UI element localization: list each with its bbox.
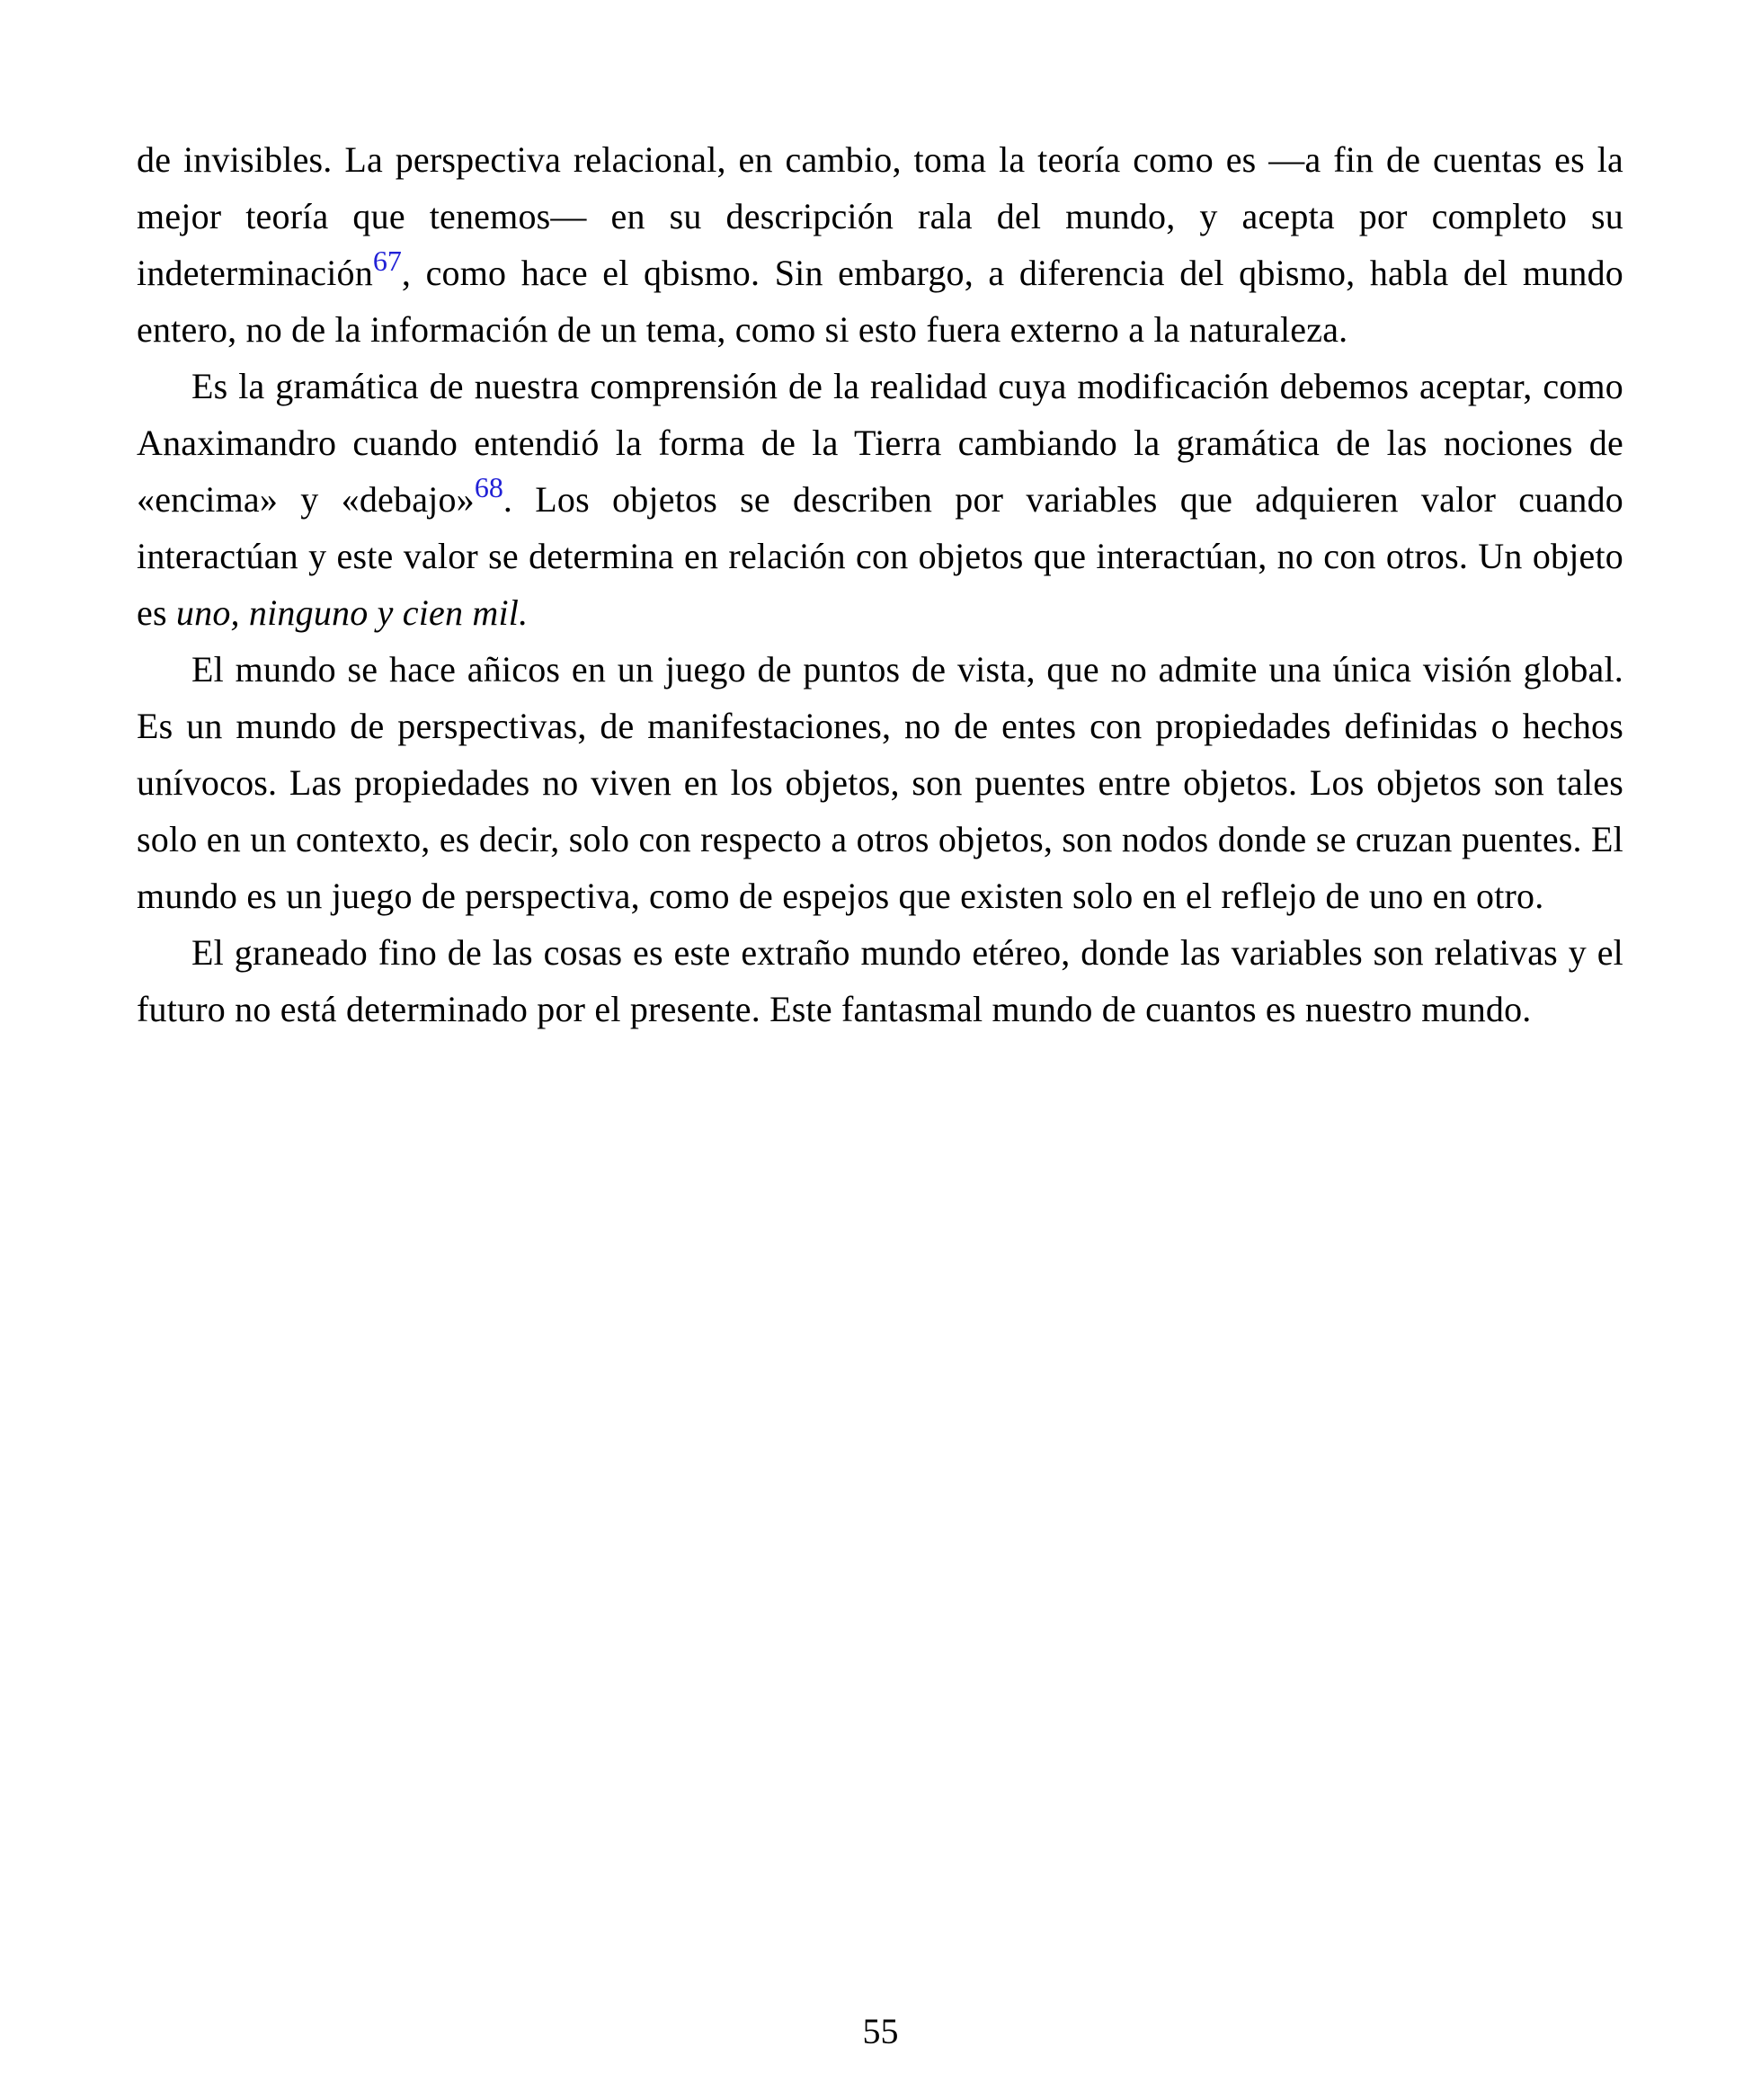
paragraph [137,131,1623,358]
paragraph [137,358,1623,641]
page-body [137,131,1623,1037]
italic-phrase: uno, ninguno y cien mil. [175,592,529,633]
paragraph [137,924,1623,1037]
paragraph-text: de invisibles. La perspectiva relacional, en cambio, toma la teoría como es —a fin de cuentas es la mejor teoría que tenemos— en su descripción rala del mundo, y acepta por completo su indeterminación [137,139,1623,293]
paragraph-text: El graneado fino de las cosas es este extraño mundo etéreo, donde las variables son relativas y el futuro no está determinado por el presente. Este fantasmal mundo de cuantos es nuestro mundo. [137,932,1623,1029]
paragraph-text: , como hace el qbismo. Sin embargo, a diferencia del qbismo, habla del mundo entero, no de la información de un tema, como si esto fuera externo a la naturaleza. [137,253,1623,350]
footnote-ref-67[interactable]: 67 [372,245,402,277]
page-number: 55 [862,2011,899,2051]
paragraph [137,641,1623,924]
paragraph-text: Es la gramática de nuestra comprensión de la realidad cuya modificación debemos aceptar, como Anaximandro cuando entendió la forma de la Tierra cambiando la gramática de las nociones de «encima» y «debajo» [137,366,1623,520]
paragraph-text: El mundo se hace añicos en un juego de puntos de vista, que no admite una única visión global. Es un mundo de perspectivas, de manifestaciones, no de entes con propiedades definidas o hechos unívocos. Las propiedades no viven en los objetos, son puentes entre objetos. Los objetos son tales solo en un contexto, es decir, solo con respecto a otros objetos, son nodos donde se cruzan puentes. El mundo es un juego de perspectiva, como de espejos que existen solo en el reflejo de uno en otro. [137,649,1623,916]
paragraph-text: . Los objetos se describen por variables que adquieren valor cuando interactúan y este valor se determina en relación con objetos que interactúan, no con otros. Un objeto es [137,479,1623,633]
footnote-ref-68[interactable]: 68 [474,471,503,503]
